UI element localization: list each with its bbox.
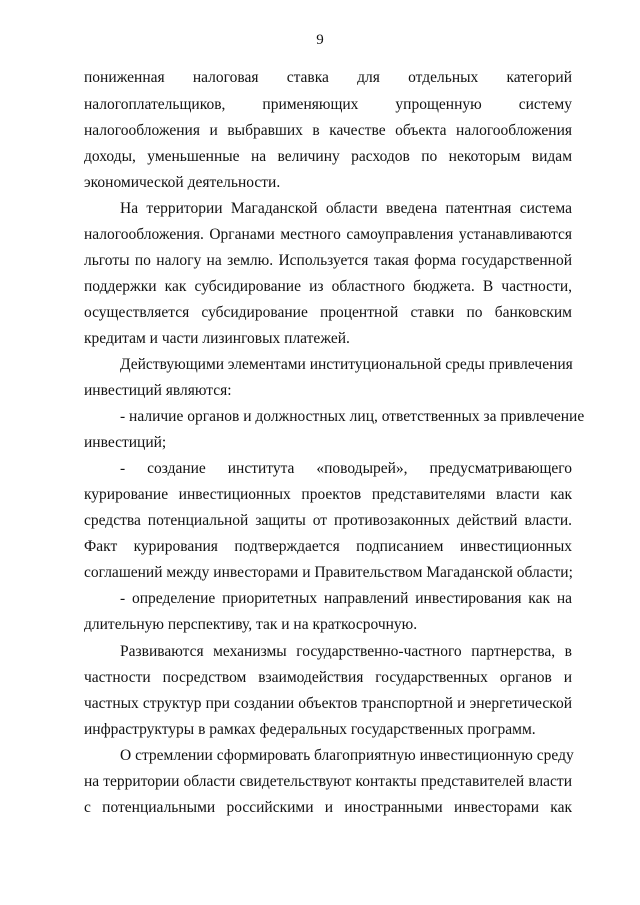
text-line: на территории области свидетельствуют контакты представителей власти bbox=[84, 773, 572, 790]
text-line: - определение приоритетных направлений инвестирования как на bbox=[120, 590, 572, 607]
page-number: 9 bbox=[316, 32, 324, 48]
text-line: осуществляется субсидирование процентной ставки по банковским bbox=[84, 304, 572, 321]
text-line: экономической деятельности. bbox=[84, 174, 281, 191]
text-line: инфраструктуры в рамках федеральных государственных программ. bbox=[84, 721, 536, 738]
text-line: налогообложения. Органами местного самоуправления устанавливаются bbox=[84, 226, 572, 243]
text-line: - создание института «поводырей», предусматривающего bbox=[120, 460, 572, 477]
text-line: О стремлении сформировать благоприятную инвестиционную среду bbox=[120, 747, 574, 764]
text-line: частных структур при создании объектов транспортной и энергетической bbox=[84, 695, 572, 712]
text-line: Развиваются механизмы государственно-частного партнерства, в bbox=[120, 643, 572, 660]
text-line: курирование инвестиционных проектов представителями власти как bbox=[84, 486, 572, 503]
text-line: средства потенциальной защиты от противозаконных действий власти. bbox=[84, 512, 572, 529]
text-line: длительную перспективу, так и на краткосрочную. bbox=[84, 616, 418, 633]
text-line: налогоплательщиков, применяющих упрощенную систему bbox=[84, 96, 572, 113]
text-line: доходы, уменьшенные на величину расходов по некоторым видам bbox=[84, 148, 572, 165]
text-line: налогообложения и выбравших в качестве объекта налогообложения bbox=[84, 122, 572, 139]
text-line: Действующими элементами институциональной среды привлечения bbox=[120, 356, 573, 373]
text-line: частности посредством взаимодействия государственных органов и bbox=[84, 669, 572, 686]
text-line: инвестиций; bbox=[84, 434, 167, 451]
text-line: - наличие органов и должностных лиц, ответственных за привлечение bbox=[120, 408, 585, 425]
text-line: пониженная налоговая ставка для отдельных категорий bbox=[84, 69, 572, 86]
text-line: На территории Магаданской области введена патентная система bbox=[120, 200, 572, 217]
text-line: Факт курирования подтверждается подписанием инвестиционных bbox=[84, 538, 572, 555]
text-line: соглашений между инвесторами и Правительством Магаданской области; bbox=[84, 564, 573, 581]
text-line: с потенциальными российскими и иностранными инвесторами как bbox=[84, 799, 572, 816]
text-line: инвестиций являются: bbox=[84, 382, 232, 399]
text-line: поддержки как субсидирование из областного бюджета. В частности, bbox=[84, 278, 572, 295]
text-line: льготы по налогу на землю. Используется такая форма государственной bbox=[84, 252, 572, 269]
text-line: кредитам и части лизинговых платежей. bbox=[84, 330, 350, 347]
